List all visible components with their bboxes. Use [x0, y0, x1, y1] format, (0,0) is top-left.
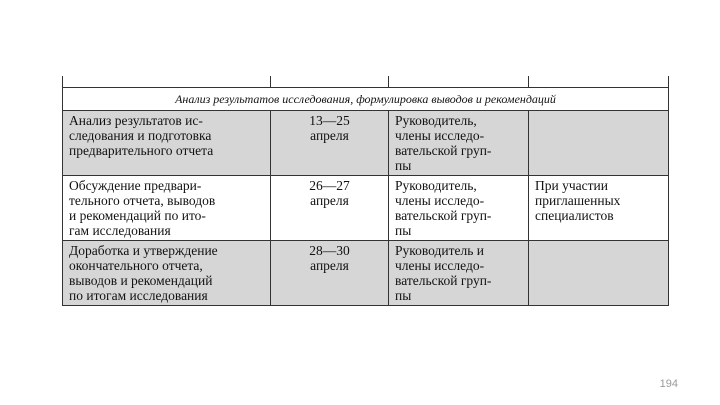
- table-header-stub: [63, 76, 669, 88]
- section-row: [63, 88, 669, 111]
- page-number: 194: [659, 378, 678, 390]
- responsible-cell: Руководитель и члены исследо- вательской груп- пы: [389, 241, 529, 306]
- note-cell: [529, 111, 669, 176]
- dates-cell: 13—25 апреля: [271, 111, 389, 176]
- note-cell: При участии приглашенных специалистов: [529, 176, 669, 241]
- table-row: [63, 176, 669, 241]
- stage-cell: Обсуждение предвари- тельного отчета, выводов и рекомендаций по ито- гам исследования: [63, 176, 271, 241]
- header-stub-cell: [389, 76, 529, 88]
- header-stub-cell: [63, 76, 271, 88]
- dates-cell: 28—30 апреля: [271, 241, 389, 306]
- stage-cell: Анализ результатов ис- следования и подготовка предварительного отчета: [63, 111, 271, 176]
- table-row: [63, 241, 669, 306]
- responsible-cell: Руководитель, члены исследо- вательской груп- пы: [389, 111, 529, 176]
- section-title: Анализ результатов исследования, формулировка выводов и рекомендаций: [63, 88, 669, 111]
- responsible-cell: Руководитель, члены исследо- вательской груп- пы: [389, 176, 529, 241]
- stage-cell: Доработка и утверждение окончательного отчета, выводов и рекомендаций по итогам исследования: [63, 241, 271, 306]
- plan-table: [62, 76, 669, 306]
- dates-cell: 26—27 апреля: [271, 176, 389, 241]
- table-row: [63, 111, 669, 176]
- header-stub-cell: [529, 76, 669, 88]
- header-stub-cell: [271, 76, 389, 88]
- note-cell: [529, 241, 669, 306]
